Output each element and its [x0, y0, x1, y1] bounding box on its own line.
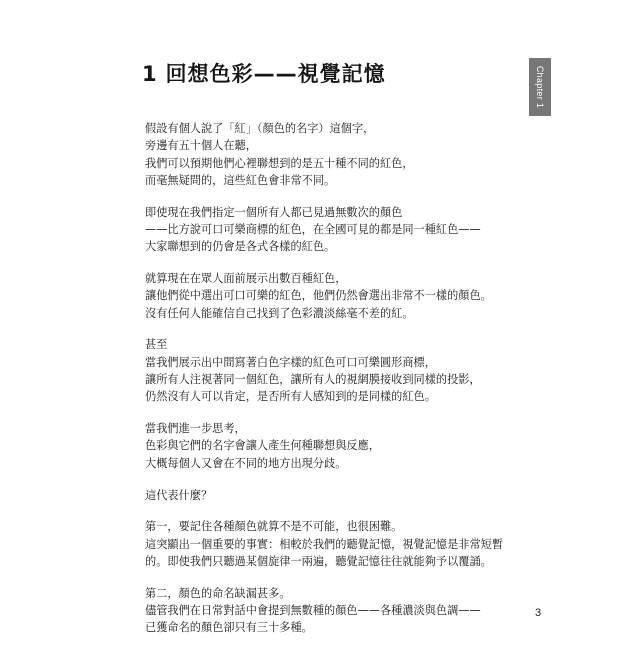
text-line: 即使現在我們指定一個所有人都已見過無數次的顏色: [145, 205, 403, 219]
text-line: 讓他們從中選出可口可樂的紅色，他們仍然會選出非常不一樣的顏色。: [145, 289, 492, 303]
chapter-side-tab: [529, 58, 551, 116]
text-line: 而毫無疑問的，這些紅色會非常不同。: [145, 173, 336, 187]
text-line: 沒有任何人能確信自己找到了色彩濃淡絲毫不差的紅。: [145, 306, 414, 320]
text-line: 儘管我們在日常對話中會提到無數種的顏色——各種濃淡與色調——: [145, 604, 481, 618]
text-line: 第一，要記住各種顏色就算不是不可能，也很困難。: [145, 520, 403, 534]
paragraph: [145, 585, 485, 637]
text-line: 第二，顏色的命名缺漏甚多。: [145, 586, 291, 600]
paragraph: [145, 487, 485, 504]
text-line: 大家聯想到的仍會是各式各樣的紅色。: [145, 240, 336, 254]
text-line: 這突顯出一個重要的事實：相較於我們的聽覺記憶，視覺記憶是非常短暫: [145, 537, 504, 551]
paragraph: [145, 270, 492, 322]
text-line: 當我們展示出中間寫著白色字樣的紅色可口可樂圓形商標，: [145, 355, 436, 369]
text-line: 的。即使我們只聽過某個旋律一兩遍，聽覺記憶往往就能夠予以覆誦。: [145, 554, 492, 568]
text-line: 已獲命名的顏色卻只有三十多種。: [145, 621, 313, 635]
text-line: 旁邊有五十個人在聽，: [145, 139, 257, 153]
text-line: 假設有個人說了「紅」（顏色的名字）這個字，: [145, 122, 375, 135]
text-line: 大概每個人又會在不同的地方出現分歧。: [145, 456, 347, 470]
text-line: 色彩與它們的名字會讓人產生何種聯想與反應，: [145, 439, 380, 453]
text-line: 甚至: [145, 338, 168, 352]
text-line: 這代表什麼？: [145, 488, 213, 502]
chapter-number: 1: [142, 62, 158, 86]
text-line: 當我們進一步思考，: [145, 422, 246, 436]
chapter-heading: [142, 58, 386, 88]
text-line: 我們可以預期他們心裡聯想到的是五十種不同的紅色，: [145, 156, 414, 170]
text-line: 就算現在在眾人面前展示出數百種紅色，: [145, 272, 347, 286]
text-line: 仍然沒有人可以肯定，是否所有人感知到的是同樣的紅色。: [145, 390, 436, 404]
paragraph: [145, 420, 485, 472]
body-text: [145, 120, 504, 651]
paragraph: [145, 518, 504, 570]
text-line: ——比方說可口可樂商標的紅色，在全國可見的都是同一種紅色——: [145, 222, 481, 236]
chapter-title: 回想色彩——視覺記憶: [165, 62, 386, 86]
page-number: 3: [535, 607, 542, 619]
paragraph: [145, 336, 485, 405]
chapter-tab-label: Chapter 1: [535, 65, 546, 109]
paragraph: [145, 204, 485, 256]
text-line: 讓所有人注視著同一個紅色，讓所有人的視網膜接收到同樣的投影，: [145, 373, 481, 387]
paragraph: [145, 120, 485, 189]
